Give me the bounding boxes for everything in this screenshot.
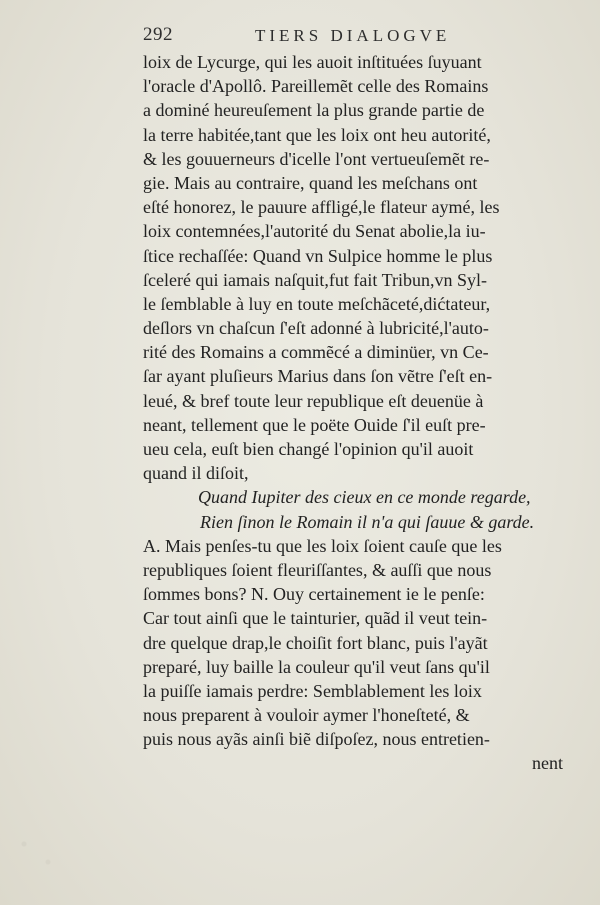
text-line: quand il diſoit, <box>143 463 249 484</box>
text-line: leué, & bref toute leur republique eſt deuenüe à <box>143 390 484 411</box>
text-line: A. Mais penſes-tu que les loix ſoient cauſe que les <box>143 535 502 556</box>
text-line: loix de Lycurge, qui les auoit inſtituées ſuyuant <box>143 52 482 72</box>
text-line: Car tout ainſi que le tainturier, quãd il veut tein- <box>143 608 488 629</box>
catchword: nent <box>532 753 563 774</box>
page-number: 292 <box>143 24 173 45</box>
text-line: l'oracle d'Apollô. Pareillemẽt celle des Romains <box>143 76 489 97</box>
text-line: ſommes bons? N. Ouy certainement ie le penſe: <box>143 584 485 605</box>
text-line: le ſemblable à luy en toute meſchãceté,dićtateur, <box>143 293 491 314</box>
verse-line: Rien ſinon le Romain il n'a qui ſauue & garde. <box>200 511 535 532</box>
text-line: neant, tellement que le poëte Ouide ſ'il euſt pre- <box>143 414 486 435</box>
text-line: loix contemnées,l'autorité du Senat abolie,la iu- <box>143 221 486 242</box>
paper-speckle <box>0 820 80 880</box>
text-line: a dominé heureuſement la plus grande partie de <box>143 100 485 121</box>
verse-line: Quand Iupiter des cieux en ce monde regarde, <box>198 487 531 508</box>
text-line: rité des Romains a commẽcé a diminüer, vn Ce- <box>143 342 489 363</box>
text-line: ueu cela, euſt bien changé l'opinion qu'il auoit <box>143 439 474 459</box>
text-line: dre quelque drap,le choiſit fort blanc, puis l'ayãt <box>143 632 488 653</box>
text-line: eſté honorez, le pauure affligé,le flateur aymé, les <box>143 197 500 218</box>
text-line: ſar ayant pluſieurs Marius dans ſon vẽtre ſ'eſt en- <box>143 366 493 387</box>
running-title: TIERS DIALOGVE <box>255 26 451 45</box>
text-line: preparé, luy baille la couleur qu'il veut ſans qu'il <box>143 656 490 677</box>
text-block <box>143 50 563 776</box>
text-line: ſtice rechaſſée: Quand vn Sulpice homme le plus <box>143 245 493 266</box>
text-line: ſceleré qui iamais naſquit,fut fait Tribun,vn Syl- <box>143 269 487 290</box>
text-line: deſlors vn chaſcun ſ'eſt adonné à lubricité,l'auto- <box>143 318 489 339</box>
text-line: la terre habitée,tant que les loix ont heu autorité, <box>143 124 491 145</box>
page-header <box>143 24 563 48</box>
text-line: nous preparent à vouloir aymer l'honeſteté, & <box>143 705 470 726</box>
text-line: & les gouuerneurs d'icelle l'ont vertueuſemẽt re- <box>143 148 490 169</box>
text-line: la puiſſe iamais perdre: Semblablement les loix <box>143 680 482 701</box>
text-line: gie. Mais au contraire, quand les meſchans ont <box>143 172 478 193</box>
text-line: republiques ſoient fleuriſſantes, & auſſi que nous <box>143 559 492 580</box>
text-line: puis nous ayãs ainſi biẽ diſpoſez, nous entretien- <box>143 729 490 750</box>
